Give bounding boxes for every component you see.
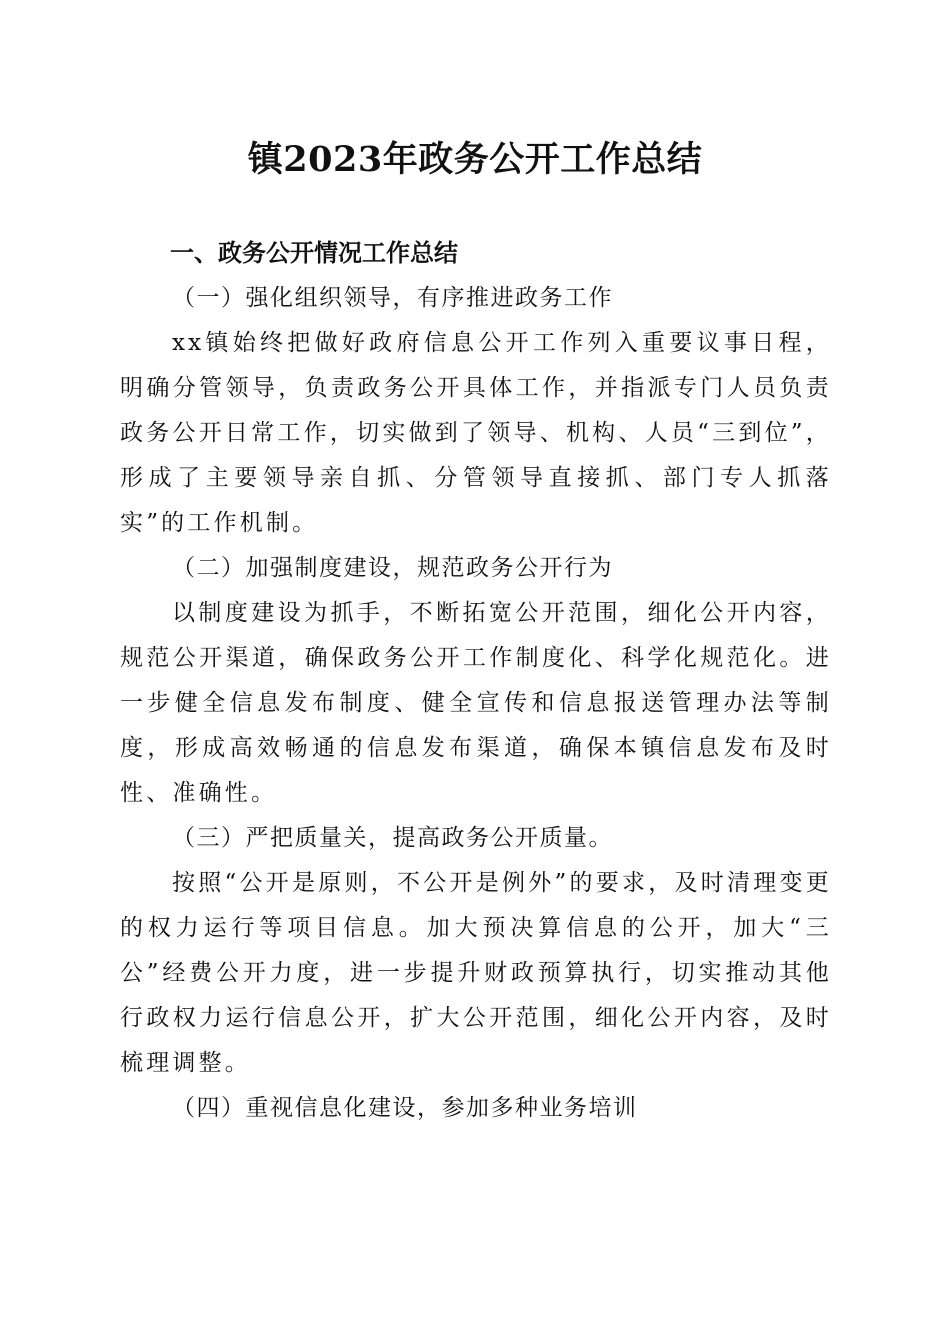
section-heading: 一、政务公开情况工作总结 xyxy=(170,239,458,267)
subsection-heading-3: （三）严把质量关，提高政务公开质量。 xyxy=(172,825,613,851)
subsection-heading-2: （二）加强制度建设，规范政务公开行为 xyxy=(172,555,613,581)
subsection-body-2: 以制度建设为抓手，不断拓宽公开范围，细化公开内容，规范公开渠道，确保政务公开工作制度化、科学化规范化。进一步健全信息发布制度、健全宣传和信息报送管理办法等制度，形成高效畅通的信息发布渠道，确保本镇信息发布及时性、准确性。 xyxy=(120,600,832,806)
subsection-heading-1: （一）强化组织领导，有序推进政务工作 xyxy=(172,285,613,311)
subsection-body-3: 按照“公开是原则，不公开是例外”的要求，及时清理变更的权力运行等项目信息。加大预决算信息的公开，加大“三公”经费公开力度，进一步提升财政预算执行，切实推动其他行政权力运行信息公开，扩大公开范围，细化公开内容，及时梳理调整。 xyxy=(120,870,832,1076)
subsection-body-1: xx镇始终把做好政府信息公开工作列入重要议事日程，明确分管领导，负责政务公开具体工作，并指派专门人员负责政务公开日常工作，切实做到了领导、机构、人员“三到位”，形成了主要领导亲自抓、分管领导直接抓、部门专人抓落实”的工作机制。 xyxy=(120,330,832,536)
document-title: 镇2023年政务公开工作总结 xyxy=(247,139,703,180)
document-body xyxy=(120,230,832,1131)
subsection-heading-4: （四）重视信息化建设，参加多种业务培训 xyxy=(172,1095,638,1121)
